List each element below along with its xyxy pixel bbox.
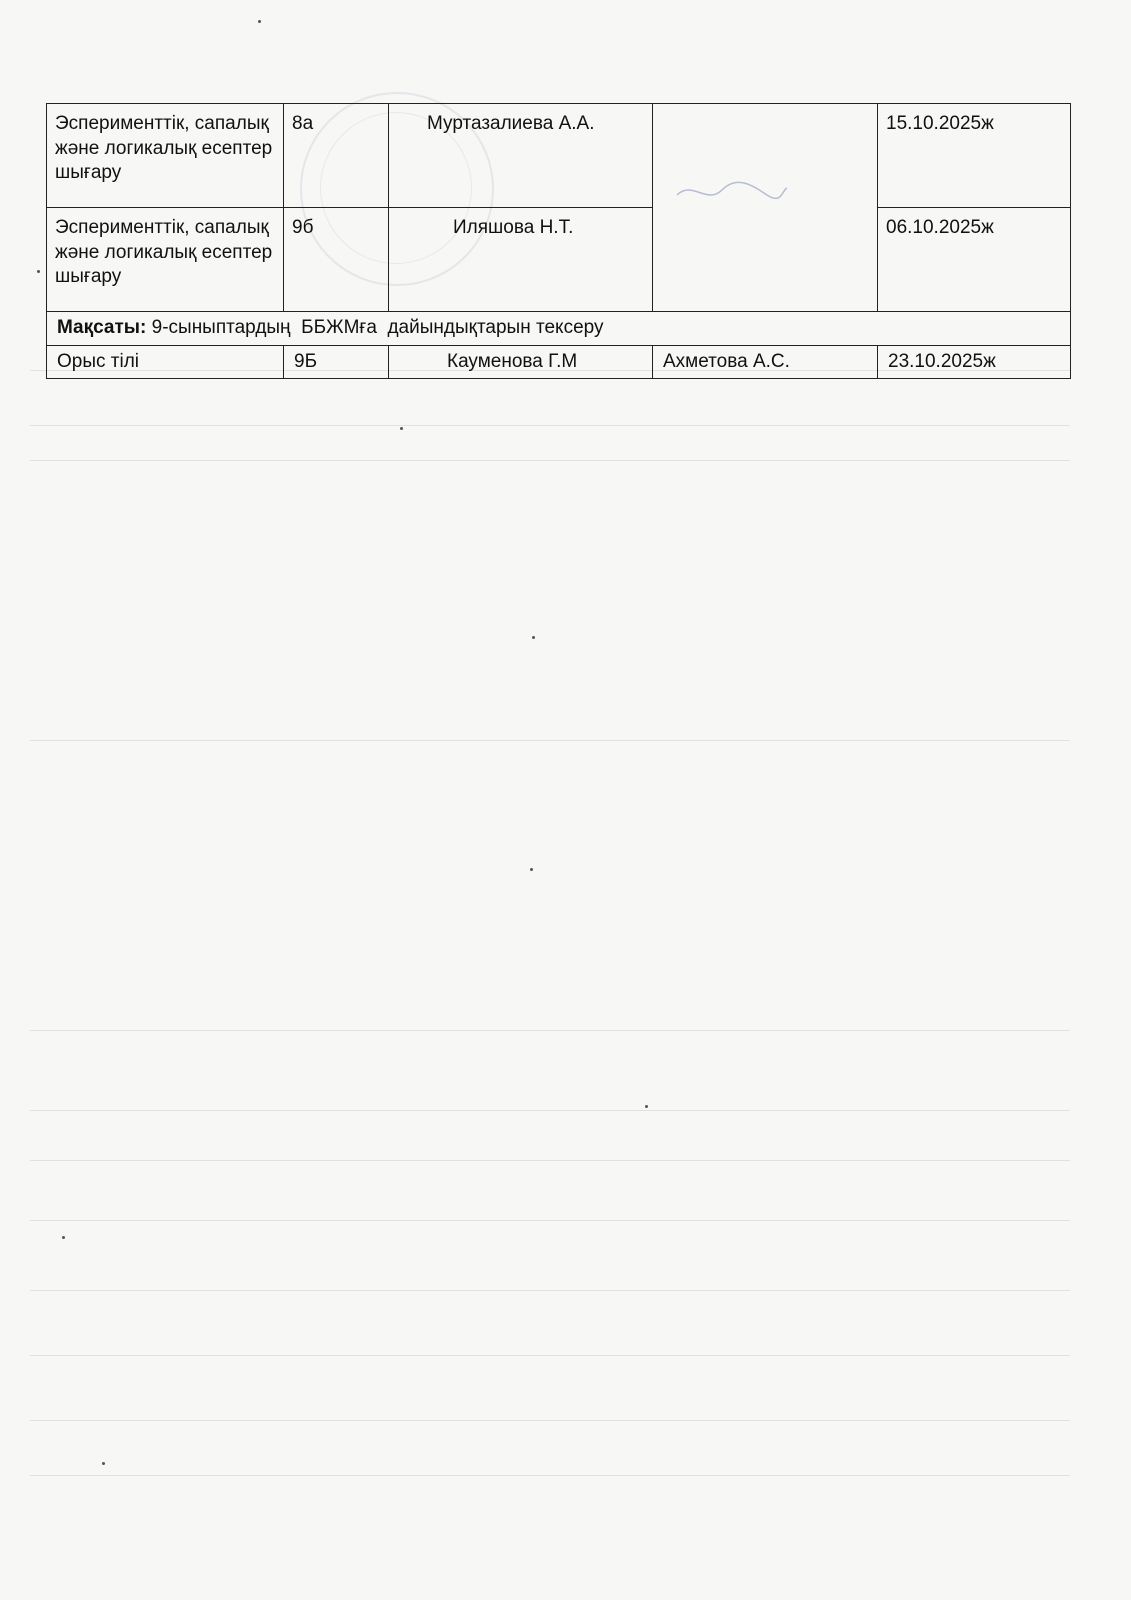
goal-cell <box>47 312 1071 346</box>
teacher-cell: Муртазалиева А.А. <box>389 104 653 208</box>
goal-row <box>47 312 1071 346</box>
class-cell: 8а <box>284 104 389 208</box>
date-cell: 15.10.2025ж <box>878 104 1071 208</box>
date-cell: 23.10.2025ж <box>878 345 1071 379</box>
goal-text: 9-сыныптардың ББЖМға дайындықтарын тексеру <box>146 317 604 338</box>
class-cell: 9Б <box>284 345 389 379</box>
subject-cell: Эсперименттік, сапалық және логикалық есептер шығару <box>47 104 284 208</box>
class-cell: 9б <box>284 208 389 312</box>
observer-cell: Ахметова А.С. <box>653 345 878 379</box>
table-row <box>47 345 1071 379</box>
teacher-cell: Иляшова Н.Т. <box>389 208 653 312</box>
observer-cell <box>653 104 878 312</box>
subject-cell: Орыс тілі <box>47 345 284 379</box>
date-cell: 06.10.2025ж <box>878 208 1071 312</box>
teacher-cell: Кауменова Г.М <box>389 345 653 379</box>
observation-table <box>46 103 1071 379</box>
subject-cell: Эсперименттік, сапалық және логикалық есептер шығару <box>47 208 284 312</box>
goal-label: Мақсаты: <box>57 317 147 338</box>
table-row <box>47 208 1071 312</box>
bleed-through-background <box>30 370 1070 1480</box>
table-row <box>47 104 1071 208</box>
